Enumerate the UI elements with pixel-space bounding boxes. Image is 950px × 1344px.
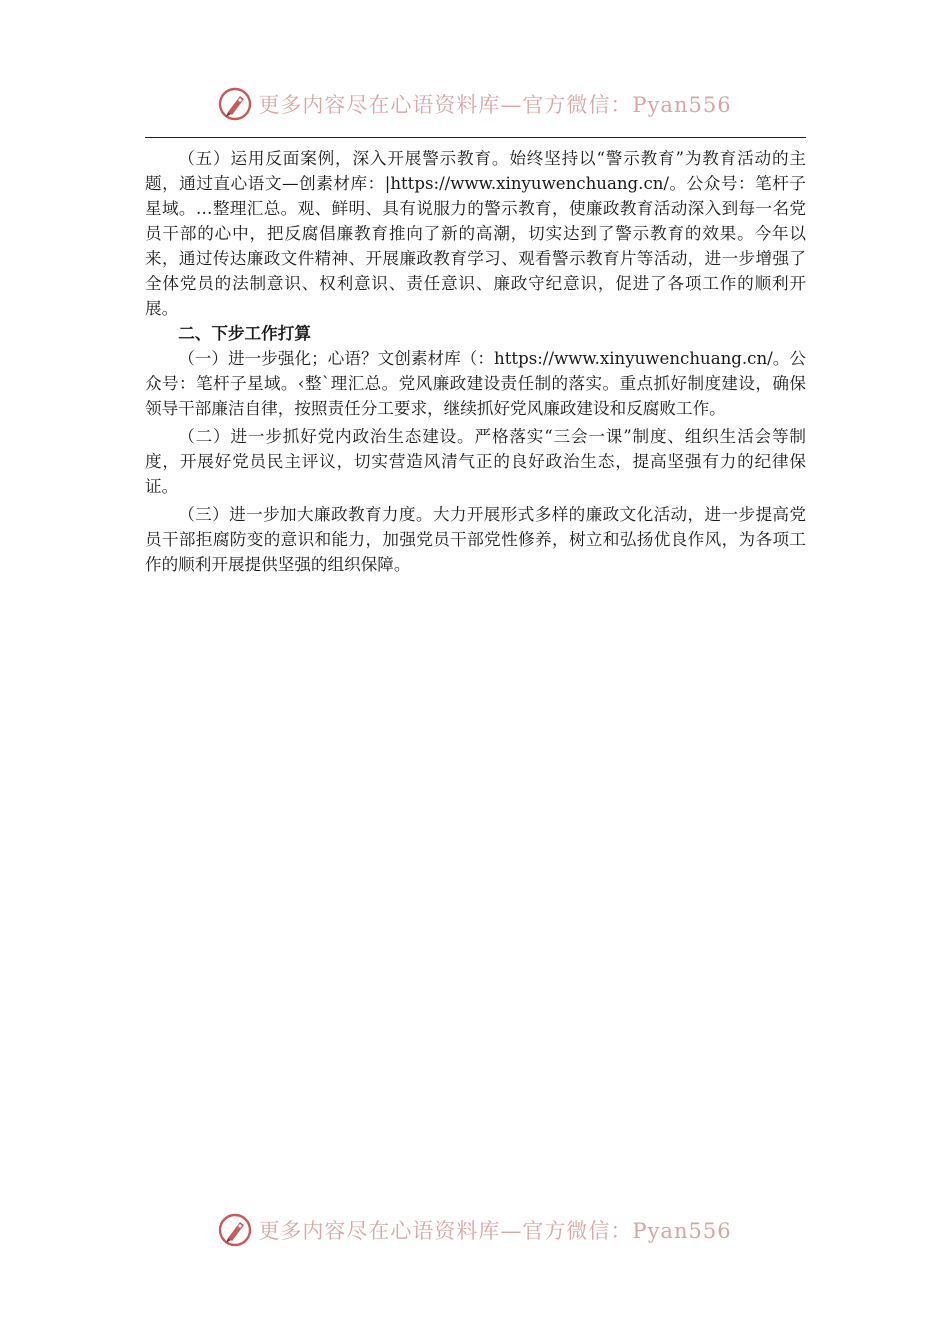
pen-nib-logo-icon xyxy=(218,87,252,121)
paragraph-warning-education: （五）运用反面案例，深入开展警示教育。始终坚持以“警示教育”为教育活动的主题，通过直心语文—创素材库：|https://www.xinyuwenchuang.cn/。公众号：笔杆子星域。…整理汇总。观、鲜明、具有说服力的警示教育，使廉政教育活动深入到每一名党员干部的心中，把反腐倡廉教育推向了新的高潮，切实达到了警示教育的效果。今年以来，通过传达廉政文件精神、开展廉政教育学习、观看警示教育片等活动，进一步增强了全体党员的法制意识、权利意识、责任意识、廉政守纪意识，促进了各项工作的顺利开展。 xyxy=(145,149,806,318)
footer-banner xyxy=(0,1210,950,1250)
document-body xyxy=(145,146,806,577)
header-slogan: 更多内容尽在心语资料库—官方微信：Pyan556 xyxy=(258,93,732,117)
section-heading-next-steps: 二、下步工作打算 xyxy=(178,324,311,343)
footer-slogan: 更多内容尽在心语资料库—官方微信：Pyan556 xyxy=(258,1219,732,1243)
header-divider xyxy=(145,137,806,138)
paragraph-step-3: （三）进一步加大廉政教育力度。大力开展形式多样的廉政文化活动，进一步提高党员干部拒腐防变的意识和能力，加强党员干部党性修养，树立和弘扬优良作风，为各项工作的顺利开展提供坚强的组织保障。 xyxy=(145,505,806,574)
paragraph-step-1: （一）进一步强化；心语？文创素材库（：https://www.xinyuwenchuang.cn/。公众号：笔杆子星域。‹整`理汇总。党风廉政建设责任制的落实。重点抓好制度建设，确保领导干部廉洁自律，按照责任分工要求，继续抓好党风廉政建设和反腐败工作。 xyxy=(145,349,806,418)
paragraph-step-2: （二）进一步抓好党内政治生态建设。严格落实“三会一课”制度、组织生活会等制度，开展好党员民主评议，切实营造风清气正的良好政治生态，提高坚强有力的纪律保证。 xyxy=(145,427,806,496)
pen-nib-logo-icon xyxy=(218,1213,252,1247)
header-banner xyxy=(0,84,950,124)
